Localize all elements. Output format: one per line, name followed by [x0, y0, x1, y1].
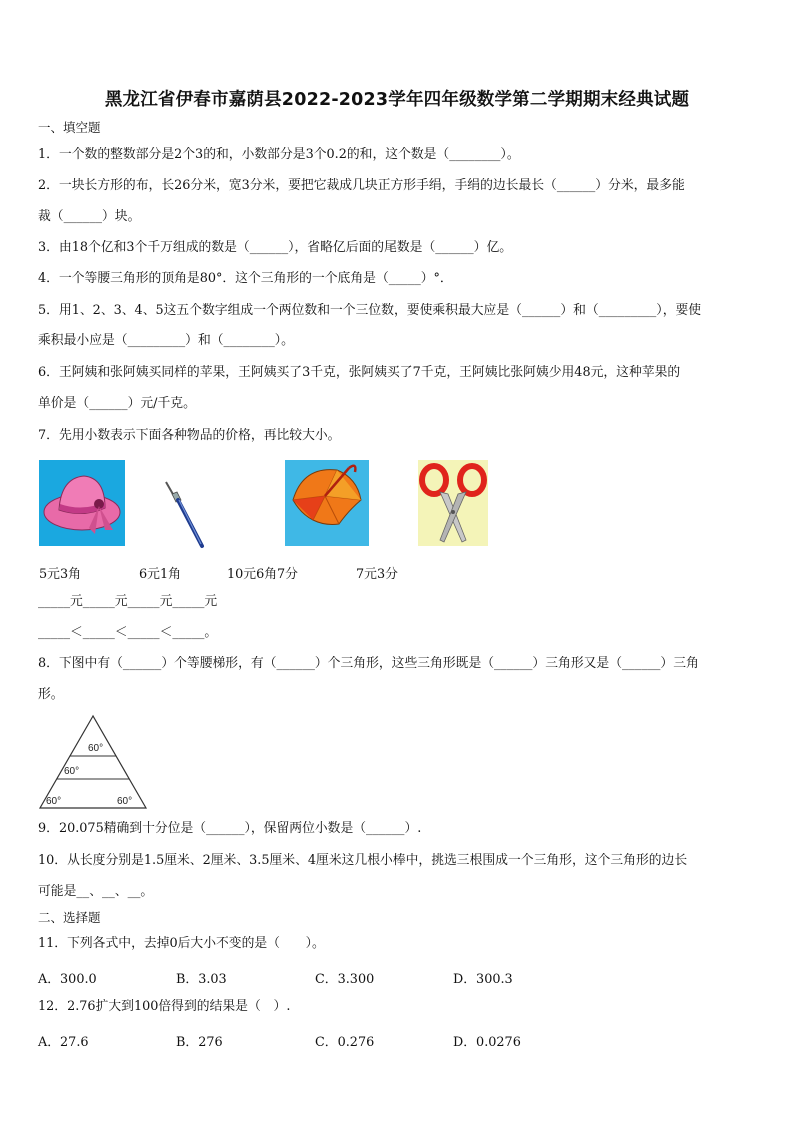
scissors-picture-icon [418, 460, 488, 546]
section-heading-fill: 一、填空题 [38, 120, 101, 135]
q11-option-b: B．3.03 [176, 972, 227, 987]
question-7-fill-blanks: _____元_____元_____元_____元 [38, 594, 218, 609]
question-3: 3．由18个亿和3个千万组成的数是（______），省略亿后面的尾数是（______）亿。 [38, 240, 513, 255]
page-title: 黑龙江省伊春市嘉荫县2022-2023学年四年级数学第二学期期末经典试题 [104, 90, 690, 110]
q11-option-a: A．300.0 [38, 972, 97, 987]
q11-option-c: C．3.300 [315, 972, 375, 987]
price-pen: 6元1角 [139, 567, 181, 582]
q12-option-a: A．27.6 [38, 1035, 89, 1050]
price-scissors: 7元3分 [356, 567, 398, 582]
price-umbrella: 10元6角7分 [227, 567, 298, 582]
question-5-line-1: 5．用1、2、3、4、5这五个数字组成一个两位数和一个三位数，要使乘积最大应是（______）和（_________），要使 [38, 303, 702, 318]
section-heading-choice: 二、选择题 [38, 910, 101, 925]
question-2-line-2: 裁（______）块。 [38, 209, 141, 224]
q12-option-b: B．276 [176, 1035, 223, 1050]
q12-option-c: C．0.276 [315, 1035, 375, 1050]
triangle-figure [36, 712, 150, 810]
question-4: 4．一个等腰三角形的顶角是80°．这个三角形的一个底角是（_____）°． [38, 271, 453, 286]
question-12: 12．2.76扩大到100倍得到的结果是（ ）. [38, 999, 291, 1014]
angle-label-bottom-right: 60° [117, 796, 133, 807]
question-11: 11．下列各式中，去掉0后大小不变的是（ ）。 [38, 936, 325, 951]
q12-option-d: D．0.0276 [453, 1035, 521, 1050]
question-8-line-1: 8．下图中有（______）个等腰梯形，有（______）个三角形，这些三角形既是（______）三角形又是（______）三角 [38, 656, 699, 671]
question-6-line-2: 单价是（______）元/千克。 [38, 396, 196, 411]
angle-label-bottom-left: 60° [46, 796, 62, 807]
angle-label-middle: 60° [64, 766, 80, 777]
angle-label-top: 60° [88, 743, 104, 754]
pen-picture-icon [160, 478, 210, 550]
question-10-line-2: 可能是__、__、__。 [38, 884, 154, 899]
question-9: 9．20.075精确到十分位是（______），保留两位小数是（______）. [38, 821, 422, 836]
hat-picture-icon [39, 460, 125, 546]
question-10-line-1: 10．从长度分别是1.5厘米、2厘米、3.5厘米、4厘米这几根小棒中，挑选三根围成一个三角形，这个三角形的边长 [38, 853, 688, 868]
question-1: 1．一个数的整数部分是2个3的和，小数部分是3个0.2的和，这个数是（________）。 [38, 147, 520, 162]
umbrella-picture-icon [285, 460, 369, 546]
question-5-line-2: 乘积最小应是（_________）和（________）。 [38, 333, 294, 348]
question-7: 7．先用小数表示下面各种物品的价格，再比较大小。 [38, 428, 341, 443]
question-8-line-2: 形。 [38, 687, 64, 702]
question-7-compare: _____＜_____＜_____＜_____。 [38, 625, 218, 640]
question-6-line-1: 6．王阿姨和张阿姨买同样的苹果，王阿姨买了3千克，张阿姨买了7千克，王阿姨比张阿姨少用48元，这种苹果的 [38, 365, 681, 380]
q11-option-d: D．300.3 [453, 972, 513, 987]
price-hat: 5元3角 [39, 567, 81, 582]
question-2-line-1: 2．一块长方形的布，长26分米，宽3分米，要把它裁成几块正方形手绢，手绢的边长最长（______）分米，最多能 [38, 178, 685, 193]
